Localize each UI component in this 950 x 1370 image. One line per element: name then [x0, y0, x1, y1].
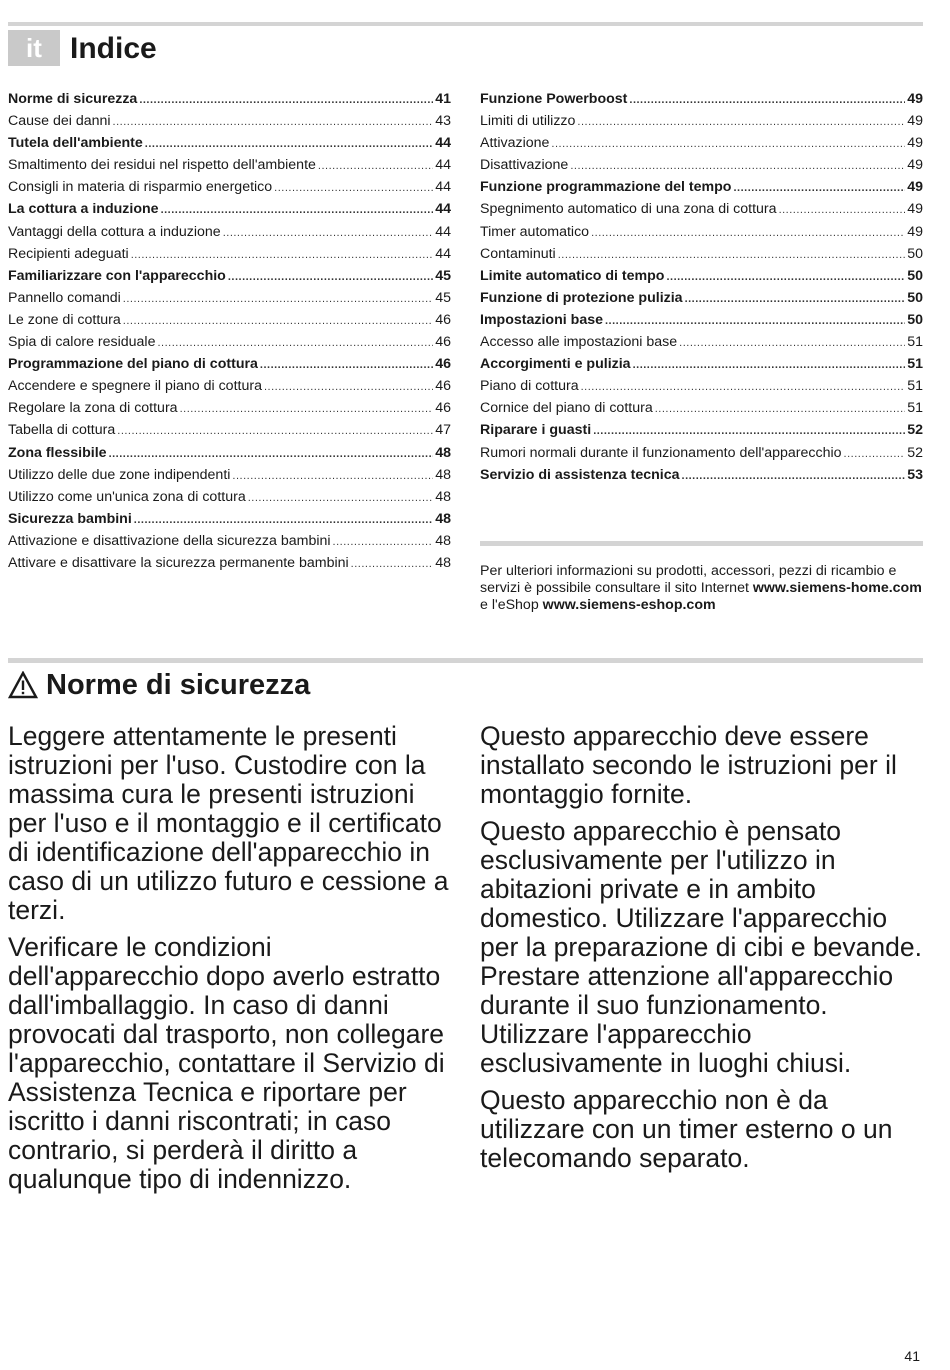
toc-entry-page: 50	[907, 311, 923, 328]
toc-entry-title: Smaltimento dei residui nel rispetto dell'ambiente	[8, 157, 316, 174]
site-link[interactable]: www.siemens-home.com	[752, 580, 922, 596]
section-divider	[8, 658, 923, 663]
toc-entry[interactable]	[8, 154, 451, 176]
toc-entry[interactable]	[8, 221, 451, 243]
safety-paragraph: Questo apparecchio è pensato esclusivamente per l'utilizzo in abitazioni private e in ambito domestico. Utilizzare l'apparecchio per la preparazione di cibi e bevande. Prestare attenzione all'apparecchio durante il suo funzionamento. Utilizzare l'apparecchio esclusivamente in luoghi chiusi.	[480, 816, 922, 1078]
section-heading	[8, 666, 310, 704]
toc-dot-leader	[779, 199, 906, 221]
toc-dot-leader	[248, 487, 434, 509]
toc-entry-title: Contaminuti	[480, 245, 556, 262]
safety-text-right	[480, 722, 925, 1181]
toc-dot-leader	[593, 420, 905, 442]
toc-dot-leader	[633, 354, 906, 376]
toc-dot-leader	[134, 509, 433, 531]
toc-entry-page: 44	[435, 223, 451, 240]
toc-entry-page: 46	[435, 311, 451, 328]
toc-dot-leader	[145, 133, 433, 155]
toc-entry-page: 48	[435, 466, 451, 483]
info-note	[480, 563, 925, 614]
toc-entry-title: Consigli in materia di risparmio energetico	[8, 179, 273, 196]
toc-right-column	[480, 88, 923, 486]
safety-paragraph: Verificare le condizioni dell'apparecchio dopo averlo estratto dall'imballaggio. In caso di danni provocati dal trasporto, non collegare l'apparecchio, contattare il Servizio di Assistenza Tecnica e riportare per iscritto i danni riscontrati; in caso contrario, si perderà il diritto a qualunque tipo di indennizzo.	[8, 932, 445, 1194]
info-divider	[480, 541, 923, 546]
language-tab: it	[8, 30, 60, 66]
toc-entry-title: Vantaggi della cottura a induzione	[8, 223, 221, 240]
safety-text-left	[8, 722, 453, 1202]
toc-dot-leader	[605, 310, 905, 332]
toc-entry[interactable]	[480, 375, 923, 397]
toc-entry-page: 51	[907, 356, 923, 373]
toc-entry-page: 48	[435, 532, 451, 549]
toc-dot-leader	[232, 465, 433, 487]
toc-entry-page: 45	[435, 289, 451, 306]
toc-entry-page: 44	[435, 245, 451, 262]
toc-entry[interactable]	[480, 110, 923, 132]
toc-entry-page: 45	[435, 267, 451, 284]
toc-entry-title: Spia di calore residuale	[8, 334, 156, 351]
info-text: Per ulteriori informazioni su prodotti, accessori, pezzi di ricambio e servizi è possibile consultare il sito Internet	[480, 563, 897, 596]
toc-entry-page: 51	[907, 334, 923, 351]
toc-entry-title: Accendere e spegnere il piano di cottura	[8, 378, 262, 395]
toc-dot-leader	[844, 443, 906, 465]
toc-dot-leader	[679, 332, 905, 354]
toc-entry-page: 44	[435, 157, 451, 174]
toc-entry-page: 44	[435, 201, 451, 218]
toc-entry-title: Accorgimenti e pulizia	[480, 356, 631, 373]
toc-entry-page: 44	[435, 179, 451, 196]
toc-entry[interactable]	[480, 331, 923, 353]
toc-dot-leader	[666, 266, 905, 288]
toc-entry-page: 46	[435, 356, 451, 373]
safety-paragraph: Leggere attentamente le presenti istruzioni per l'uso. Custodire con la massima cura le presenti istruzioni per l'uso e il montaggio e il certificato di identificazione dell'apparecchio in caso di un utilizzo futuro e cessione a terzi.	[8, 721, 449, 925]
toc-entry-page: 48	[435, 510, 451, 527]
toc-entry[interactable]	[480, 176, 923, 198]
toc-entry-title: Utilizzo come un'unica zona di cottura	[8, 488, 246, 505]
top-divider	[8, 22, 923, 26]
toc-entry-title: Funzione programmazione del tempo	[480, 179, 732, 196]
toc-entry[interactable]	[480, 287, 923, 309]
toc-dot-leader	[223, 222, 434, 244]
toc-entry-title: Limiti di utilizzo	[480, 113, 576, 130]
toc-entry[interactable]	[8, 530, 451, 552]
toc-entry-page: 47	[435, 422, 451, 439]
toc-entry[interactable]	[8, 442, 451, 464]
toc-entry[interactable]	[8, 552, 451, 574]
toc-entry-title: Tutela dell'ambiente	[8, 135, 143, 152]
toc-dot-leader	[655, 398, 906, 420]
toc-entry-title: Cornice del piano di cottura	[480, 400, 653, 417]
toc-entry-title: Disattivazione	[480, 157, 569, 174]
warning-icon	[8, 671, 38, 699]
toc-entry-page: 50	[907, 289, 923, 306]
toc-entry-page: 43	[435, 113, 451, 130]
toc-entry-title: Le zone di cottura	[8, 311, 121, 328]
toc-dot-leader	[109, 443, 434, 465]
toc-entry[interactable]	[8, 309, 451, 331]
toc-dot-leader	[351, 553, 434, 575]
toc-entry[interactable]	[8, 265, 451, 287]
toc-dot-leader	[264, 376, 433, 398]
toc-left-column	[8, 88, 451, 574]
toc-entry-page: 48	[435, 488, 451, 505]
toc-entry-title: Rumori normali durante il funzionamento dell'apparecchio	[480, 444, 842, 461]
toc-entry-page: 49	[907, 223, 923, 240]
toc-entry-page: 50	[907, 245, 923, 262]
index-title: Indice	[70, 32, 157, 65]
toc-entry[interactable]	[480, 132, 923, 154]
toc-entry-title: La cottura a induzione	[8, 201, 159, 218]
toc-entry-title: Programmazione del piano di cottura	[8, 356, 258, 373]
toc-entry-page: 51	[907, 378, 923, 395]
toc-dot-leader	[161, 199, 434, 221]
toc-entry[interactable]	[8, 486, 451, 508]
toc-entry[interactable]	[8, 353, 451, 375]
toc-dot-leader	[570, 155, 905, 177]
toc-entry-title: Tabella di cottura	[8, 422, 116, 439]
toc-entry-page: 49	[907, 201, 923, 218]
toc-dot-leader	[333, 531, 434, 553]
toc-entry[interactable]	[480, 442, 923, 464]
toc-entry[interactable]	[8, 243, 451, 265]
toc-entry[interactable]	[480, 198, 923, 220]
toc-entry-title: Spegnimento automatico di una zona di cottura	[480, 201, 777, 218]
toc-entry[interactable]	[8, 419, 451, 441]
toc-entry[interactable]	[480, 397, 923, 419]
toc-dot-leader	[685, 288, 906, 310]
toc-entry-title: Recipienti adeguati	[8, 245, 129, 262]
toc-entry[interactable]	[8, 88, 451, 110]
toc-dot-leader	[131, 244, 434, 266]
toc-entry-title: Sicurezza bambini	[8, 510, 132, 527]
eshop-link[interactable]: www.siemens-eshop.com	[542, 597, 716, 613]
toc-dot-leader	[591, 222, 905, 244]
toc-dot-leader	[733, 177, 905, 199]
toc-entry[interactable]	[8, 287, 451, 309]
toc-entry-title: Zona flessibile	[8, 444, 107, 461]
toc-entry[interactable]	[8, 375, 451, 397]
toc-entry-page: 48	[435, 554, 451, 571]
toc-entry-title: Piano di cottura	[480, 378, 579, 395]
toc-entry-page: 49	[907, 135, 923, 152]
toc-entry-title: Attivazione e disattivazione della sicurezza bambini	[8, 532, 331, 549]
toc-entry-title: Funzione Powerboost	[480, 91, 628, 107]
toc-entry[interactable]	[480, 221, 923, 243]
toc-entry[interactable]	[8, 176, 451, 198]
toc-dot-leader	[260, 354, 433, 376]
toc-entry[interactable]	[480, 88, 923, 110]
toc-entry-page: 44	[435, 135, 451, 152]
page-number: 41	[904, 1348, 920, 1364]
toc-entry-page: 46	[435, 378, 451, 395]
toc-entry[interactable]	[8, 508, 451, 530]
safety-paragraph: Questo apparecchio non è da utilizzare con un timer esterno o un telecomando separato.	[480, 1085, 893, 1173]
toc-entry-title: Attivazione	[480, 135, 550, 152]
toc-entry-page: 48	[435, 444, 451, 461]
toc-entry[interactable]	[8, 132, 451, 154]
toc-entry[interactable]	[480, 154, 923, 176]
toc-entry-page: 49	[907, 179, 923, 196]
toc-entry[interactable]	[480, 353, 923, 375]
toc-entry-title: Familiarizzare con l'apparecchio	[8, 267, 226, 284]
toc-entry[interactable]	[480, 419, 923, 441]
toc-entry-title: Servizio di assistenza tecnica	[480, 466, 680, 483]
safety-paragraph: Questo apparecchio deve essere installato secondo le istruzioni per il montaggio fornite.	[480, 721, 897, 809]
toc-dot-leader	[157, 332, 433, 354]
toc-entry-page: 49	[907, 113, 923, 130]
toc-dot-leader	[318, 155, 433, 177]
toc-entry-title: Regolare la zona di cottura	[8, 400, 178, 417]
toc-entry-page: 50	[907, 267, 923, 284]
toc-dot-leader	[629, 89, 905, 111]
toc-entry-title: Cause dei danni	[8, 113, 111, 130]
info-connector: e l'eShop	[480, 597, 539, 613]
toc-entry-title: Attivare e disattivare la sicurezza permanente bambini	[8, 554, 349, 571]
toc-dot-leader	[682, 465, 906, 487]
toc-entry[interactable]	[8, 198, 451, 220]
toc-entry-page: 46	[435, 334, 451, 351]
toc-entry[interactable]	[8, 331, 451, 353]
toc-entry-title: Riparare i guasti	[480, 422, 592, 439]
toc-entry-page: 52	[907, 422, 923, 439]
toc-dot-leader	[113, 111, 434, 133]
toc-entry-page: 49	[907, 157, 923, 174]
toc-entry-title: Timer automatico	[480, 223, 590, 240]
toc-entry[interactable]	[480, 265, 923, 287]
toc-entry-title: Pannello comandi	[8, 289, 121, 306]
toc-dot-leader	[274, 177, 433, 199]
toc-entry-title: Impostazioni base	[480, 311, 603, 328]
toc-entry-title: Limite automatico di tempo	[480, 267, 665, 284]
toc-entry-page: 49	[907, 91, 923, 107]
toc-entry-page: 41	[435, 91, 451, 107]
toc-dot-leader	[581, 376, 906, 398]
toc-entry-page: 46	[435, 400, 451, 417]
toc-entry[interactable]	[480, 309, 923, 331]
toc-entry[interactable]	[8, 397, 451, 419]
toc-entry-page: 53	[907, 466, 923, 483]
toc-entry-title: Funzione di protezione pulizia	[480, 289, 683, 306]
toc-dot-leader	[180, 398, 434, 420]
toc-dot-leader	[228, 266, 433, 288]
toc-entry-page: 52	[907, 444, 923, 461]
toc-dot-leader	[558, 244, 906, 266]
toc-entry-page: 51	[907, 400, 923, 417]
toc-entry[interactable]	[480, 464, 923, 486]
toc-entry[interactable]	[480, 243, 923, 265]
toc-dot-leader	[117, 420, 433, 442]
section-title: Norme di sicurezza	[46, 669, 311, 701]
toc-entry[interactable]	[8, 464, 451, 486]
toc-entry-title: Accesso alle impostazioni base	[480, 334, 678, 351]
toc-dot-leader	[123, 310, 433, 332]
toc-dot-leader	[123, 288, 433, 310]
toc-entry-title: Norme di sicurezza	[8, 91, 138, 107]
toc-entry[interactable]	[8, 110, 451, 132]
toc-dot-leader	[551, 133, 905, 155]
toc-dot-leader	[577, 111, 905, 133]
toc-entry-title: Utilizzo delle due zone indipendenti	[8, 466, 231, 483]
toc-dot-leader	[139, 89, 433, 111]
